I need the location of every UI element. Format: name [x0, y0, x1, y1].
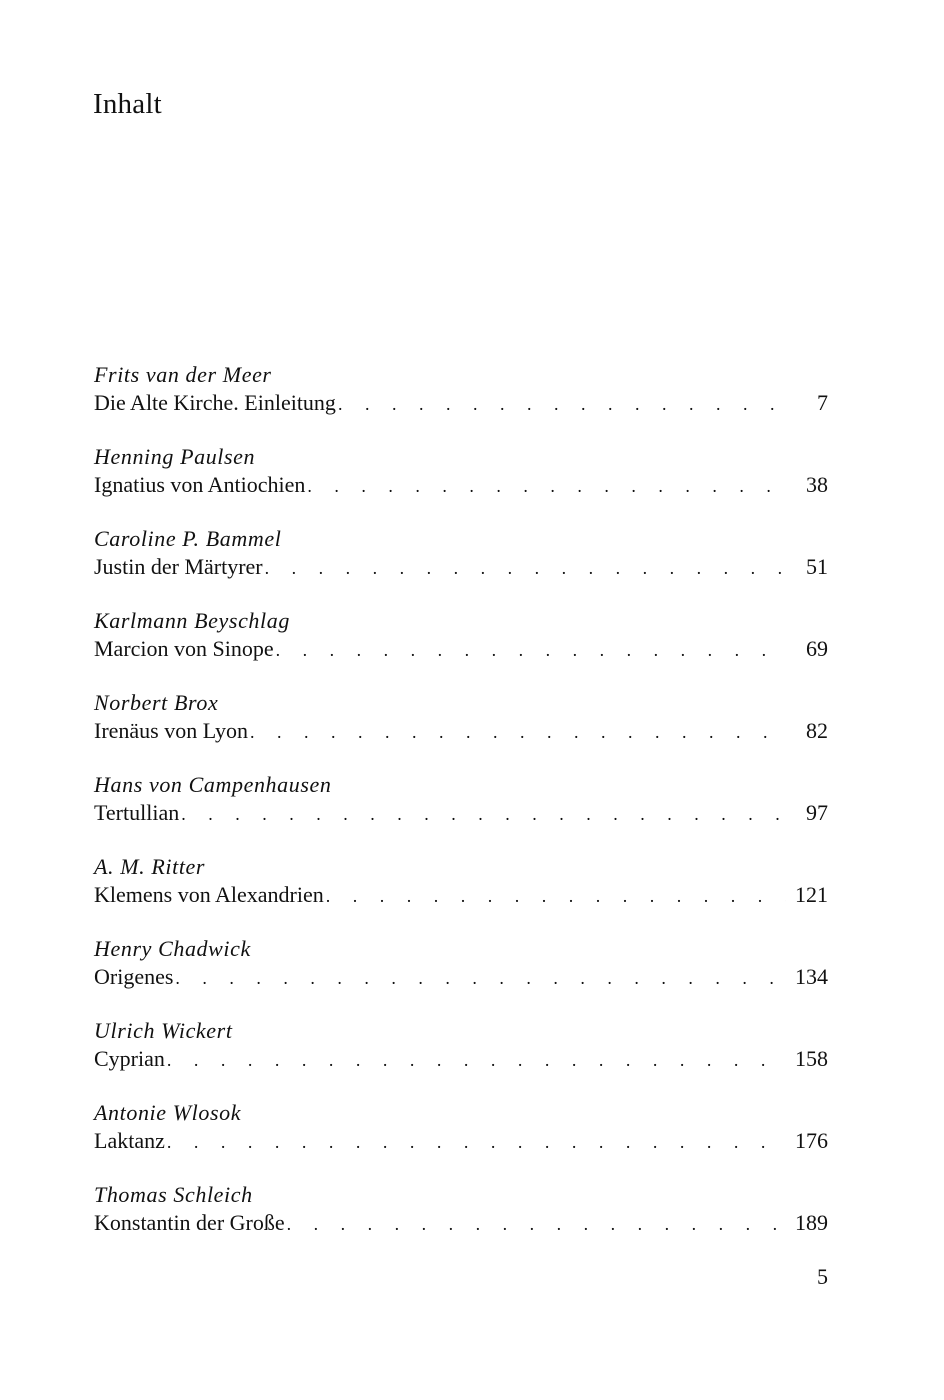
toc-page-number: 38 [806, 472, 828, 497]
toc-entry [94, 852, 828, 934]
toc-line [94, 470, 828, 500]
toc-title: Justin der Märtyrer [94, 554, 263, 579]
leader-dots [181, 799, 786, 829]
toc-author: Norbert Brox [94, 690, 219, 715]
toc-line [94, 388, 828, 418]
toc-author: Frits van der Meer [94, 362, 272, 387]
toc-entry [94, 770, 828, 852]
toc-entry [94, 688, 828, 770]
toc-title: Ignatius von Antiochien [94, 472, 306, 497]
toc-author: Hans von Campenhausen [94, 772, 332, 797]
toc-entry [94, 442, 828, 524]
page-title: Inhalt [93, 88, 162, 120]
toc-page-number: 121 [795, 882, 828, 907]
toc-title: Konstantin der Große [94, 1210, 285, 1235]
toc-page-number: 97 [806, 800, 828, 825]
toc-title: Die Alte Kirche. Einleitung [94, 390, 336, 415]
toc-line [94, 716, 828, 746]
toc-line [94, 880, 828, 910]
toc-title: Klemens von Alexandrien [94, 882, 324, 907]
toc-page-number: 176 [795, 1128, 828, 1153]
toc-author: Ulrich Wickert [94, 1018, 233, 1043]
leader-dots [250, 717, 786, 747]
toc-author: Antonie Wlosok [94, 1100, 242, 1125]
toc-page-number: 7 [817, 390, 828, 415]
toc-title: Tertullian [94, 800, 180, 825]
toc-title: Irenäus von Lyon [94, 718, 248, 743]
toc-author: A. M. Ritter [94, 854, 206, 879]
toc-entry [94, 524, 828, 606]
toc-entry [94, 1016, 828, 1098]
toc-author: Caroline P. Bammel [94, 526, 282, 551]
page-number: 5 [817, 1264, 828, 1289]
leader-dots [265, 553, 786, 583]
toc-author: Henning Paulsen [94, 444, 256, 469]
table-of-contents [94, 360, 828, 1262]
toc-title: Laktanz [94, 1128, 165, 1153]
toc-entry [94, 1180, 828, 1262]
toc-author: Henry Chadwick [94, 936, 251, 961]
toc-title: Origenes [94, 964, 174, 989]
toc-line [94, 962, 828, 992]
toc-line [94, 798, 828, 828]
toc-line [94, 634, 828, 664]
toc-page-number: 82 [806, 718, 828, 743]
leader-dots [167, 1127, 786, 1157]
leader-dots [326, 881, 786, 911]
toc-line [94, 1126, 828, 1156]
toc-author: Karlmann Beyschlag [94, 608, 290, 633]
toc-line [94, 1044, 828, 1074]
toc-entry [94, 606, 828, 688]
leader-dots [167, 1045, 786, 1075]
toc-page-number: 134 [795, 964, 828, 989]
toc-page-number: 69 [806, 636, 828, 661]
toc-author: Thomas Schleich [94, 1182, 253, 1207]
leader-dots [338, 389, 786, 419]
toc-page-number: 158 [795, 1046, 828, 1071]
toc-line [94, 552, 828, 582]
toc-title: Marcion von Sinope [94, 636, 274, 661]
toc-entry [94, 934, 828, 1016]
toc-title: Cyprian [94, 1046, 165, 1071]
toc-entry [94, 360, 828, 442]
leader-dots [287, 1209, 786, 1239]
leader-dots [175, 963, 786, 993]
toc-page-number: 189 [795, 1210, 828, 1235]
leader-dots [276, 635, 786, 665]
toc-line [94, 1208, 828, 1238]
toc-page-number: 51 [806, 554, 828, 579]
leader-dots [307, 471, 786, 501]
toc-entry [94, 1098, 828, 1180]
